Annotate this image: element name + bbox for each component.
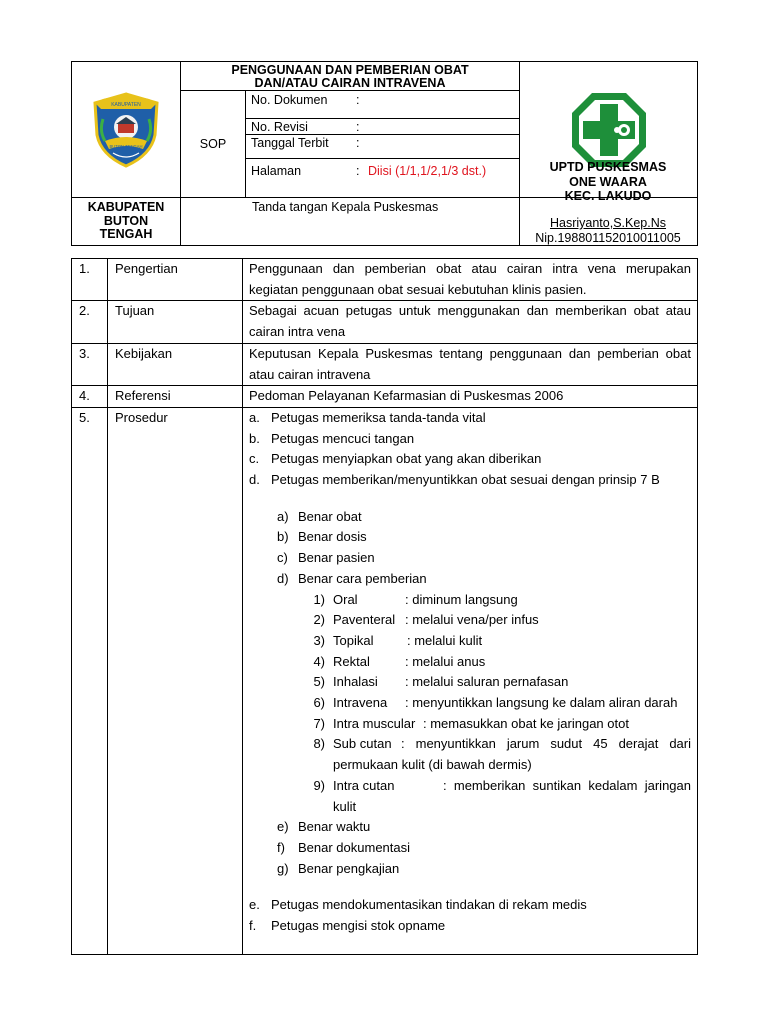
benar-item <box>249 548 691 569</box>
buton-tengah-crest-icon <box>91 91 161 169</box>
procedure-step-marker: c. <box>249 451 260 467</box>
administration-route-label: Topikal <box>333 632 374 648</box>
title-line-2: DAN/ATAU CAIRAN INTRAVENA <box>254 76 446 90</box>
signer-name: Hasriyanto,S.Kep.Ns <box>549 216 667 230</box>
crest-bottom-label: BUTON TENGAH <box>109 143 143 149</box>
benar-item-marker: f) <box>277 839 285 855</box>
benar-item-marker: c) <box>277 550 288 566</box>
signature-label: Tanda tangan Kepala Puskesmas <box>252 200 439 214</box>
row-number: 3. <box>72 343 108 385</box>
procedure-step <box>249 895 691 916</box>
no-revisi-value: : <box>356 120 360 134</box>
signature-area <box>181 198 520 246</box>
halaman-colon: : <box>356 164 360 178</box>
procedure-step-marker: f. <box>249 918 257 934</box>
administration-route-marker: 4) <box>313 653 325 669</box>
table-row <box>72 343 698 385</box>
row-label: Referensi <box>108 386 243 408</box>
benar-item-marker: e) <box>277 819 289 835</box>
benar-item <box>249 817 691 838</box>
administration-route <box>249 734 691 775</box>
row-text: Penggunaan dan pemberian obat atau cairan intra vena merupakan kegiatan penggunaan obat sesuai kebutuhan klinis pasien. <box>243 259 698 301</box>
procedure-step-text: Petugas memeriksa tanda-tanda vital <box>271 409 486 425</box>
administration-route-label: Inhalasi <box>333 674 378 690</box>
benar-item-text: Benar obat <box>298 508 362 524</box>
halaman-label: Halaman <box>251 164 302 178</box>
title-line-1: PENGGUNAAN DAN PEMBERIAN OBAT <box>231 63 469 77</box>
table-row <box>72 407 698 954</box>
row-text: Pedoman Pelayanan Kefarmasian di Puskesmas 2006 <box>243 386 698 408</box>
no-dokumen-value: : <box>356 93 360 107</box>
administration-route <box>249 776 691 817</box>
row-text: Sebagai acuan petugas untuk menggunakan dan memberikan obat atau cairan intra vena <box>243 301 698 343</box>
administration-route-marker: 7) <box>313 715 325 731</box>
row-text: Keputusan Kepala Puskesmas tentang penggunaan dan pemberian obat atau cairan intravena <box>243 343 698 385</box>
administration-route-label: Intra cutan <box>333 777 395 793</box>
administration-route <box>249 631 691 652</box>
benar-item-marker: g) <box>277 860 289 876</box>
sop-label <box>181 91 246 198</box>
administration-route-text: Inhalasi : melalui saluran pernafasan <box>333 672 691 693</box>
administration-route-text: Oral : diminum langsung <box>333 590 691 611</box>
kabupaten-line-3: TENGAH <box>99 227 153 241</box>
prosedur-steps <box>243 407 698 954</box>
no-revisi-label: No. Revisi <box>251 120 308 134</box>
row-label: Pengertian <box>108 259 243 301</box>
no-dokumen-row <box>246 91 519 119</box>
benar-item-marker: a) <box>277 508 289 524</box>
administration-route-text: Intra cutan : memberikan suntikan kedalam jaringan kulit <box>333 777 691 814</box>
signer-nip: Nip.198801152010011005 <box>535 231 681 245</box>
procedure-step-text: Petugas memberikan/menyuntikkan obat sesuai dengan prinsip 7 B <box>271 472 660 488</box>
procedure-step-text: Petugas menyiapkan obat yang akan diberikan <box>271 451 542 467</box>
regency-logo-cell <box>72 62 181 198</box>
procedure-step-text: Petugas mendokumentasikan tindakan di rekam medis <box>271 897 587 913</box>
document-title <box>181 62 520 91</box>
table-row <box>72 386 698 408</box>
administration-route-label: Rektal <box>333 653 370 669</box>
row-number: 5. <box>72 407 108 954</box>
tanggal-terbit-label: Tanggal Terbit <box>251 136 329 150</box>
halaman-row <box>246 159 519 197</box>
administration-route-text: Topikal : melalui kulit <box>333 631 691 652</box>
procedure-step <box>249 470 691 491</box>
tanggal-terbit-value: : <box>356 136 360 150</box>
table-row <box>72 301 698 343</box>
row-number: 2. <box>72 301 108 343</box>
no-dokumen-label: No. Dokumen <box>251 93 328 107</box>
administration-route-text: Sub cutan : menyuntikkan jarum sudut 45 derajat dari permukaan kulit (di bawah dermis) <box>333 736 691 773</box>
administration-route-text: Intra muscular : memasukkan obat ke jaringan otot <box>333 714 691 735</box>
procedure-step <box>249 916 691 937</box>
procedure-step <box>249 449 691 470</box>
benar-item-text: Benar pasien <box>298 550 375 566</box>
benar-item-text: Benar dosis <box>298 529 367 545</box>
procedure-step-marker: e. <box>249 897 260 913</box>
benar-item-text: Benar cara pemberian <box>298 570 427 586</box>
administration-route-marker: 1) <box>313 591 325 607</box>
kabupaten-line-2: BUTON <box>103 213 149 228</box>
benar-item-text: Benar waktu <box>298 819 371 835</box>
row-label: Prosedur <box>108 407 243 954</box>
benar-item <box>249 527 691 548</box>
administration-route-marker: 5) <box>313 674 325 690</box>
administration-route <box>249 714 691 735</box>
row-number: 1. <box>72 259 108 301</box>
benar-item-text: Benar dokumentasi <box>298 839 411 855</box>
administration-route-text: Rektal : melalui anus <box>333 652 691 673</box>
administration-route-marker: 6) <box>313 695 325 711</box>
row-label: Tujuan <box>108 301 243 343</box>
uptd-line-1: UPTD PUSKESMAS <box>549 160 667 174</box>
administration-route-label: Intravena <box>333 695 388 711</box>
row-number: 4. <box>72 386 108 408</box>
sop-text: SOP <box>199 137 227 151</box>
administration-route-label: Paventeral <box>333 612 396 628</box>
administration-route-marker: 8) <box>313 736 325 752</box>
procedure-step <box>249 408 691 429</box>
administration-route <box>249 693 691 714</box>
administration-route <box>249 590 691 611</box>
benar-item <box>249 569 691 590</box>
administration-route-label: Oral <box>333 591 358 607</box>
kabupaten-line-1: KABUPATEN <box>87 200 165 214</box>
document-info <box>246 91 520 198</box>
benar-item-marker: b) <box>277 529 289 545</box>
crest-top-label: KABUPATEN <box>111 101 141 108</box>
procedure-step-marker: b. <box>249 430 260 446</box>
administration-route-text: Paventeral : melalui vena/per infus <box>333 610 691 631</box>
uptd-line-3: KEC. LAKUDO <box>564 189 652 203</box>
procedure-step <box>249 429 691 450</box>
benar-item <box>249 838 691 859</box>
uptd-name <box>519 160 697 204</box>
tanggal-terbit-row <box>246 135 519 159</box>
halaman-value: Diisi (1/1,1/2,1/3 dst.) <box>368 164 487 178</box>
sop-content-table <box>71 258 698 955</box>
benar-item <box>249 859 691 880</box>
administration-route-marker: 3) <box>313 632 325 648</box>
procedure-step-marker: d. <box>249 472 260 488</box>
procedure-step-text: Petugas mengisi stok opname <box>271 918 446 934</box>
uptd-line-2: ONE WAARA <box>569 174 647 189</box>
administration-route-marker: 9) <box>313 777 325 793</box>
row-label: Kebijakan <box>108 343 243 385</box>
procedure-step-text: Petugas mencuci tangan <box>271 430 415 446</box>
administration-route-marker: 2) <box>313 612 325 628</box>
administration-route <box>249 610 691 631</box>
benar-item-marker: d) <box>277 570 289 586</box>
table-row <box>72 259 698 301</box>
benar-item-text: Benar pengkajian <box>298 860 400 876</box>
kabupaten-name <box>72 198 181 246</box>
signer-block <box>519 216 697 246</box>
benar-item <box>249 507 691 528</box>
administration-route-label: Sub cutan <box>333 736 392 752</box>
administration-route <box>249 652 691 673</box>
no-revisi-row <box>246 119 519 135</box>
procedure-step-marker: a. <box>249 409 260 425</box>
administration-route-text: Intravena : menyuntikkan langsung ke dalam aliran darah <box>333 693 691 714</box>
administration-route-label: Intra muscular <box>333 715 416 731</box>
administration-route <box>249 672 691 693</box>
